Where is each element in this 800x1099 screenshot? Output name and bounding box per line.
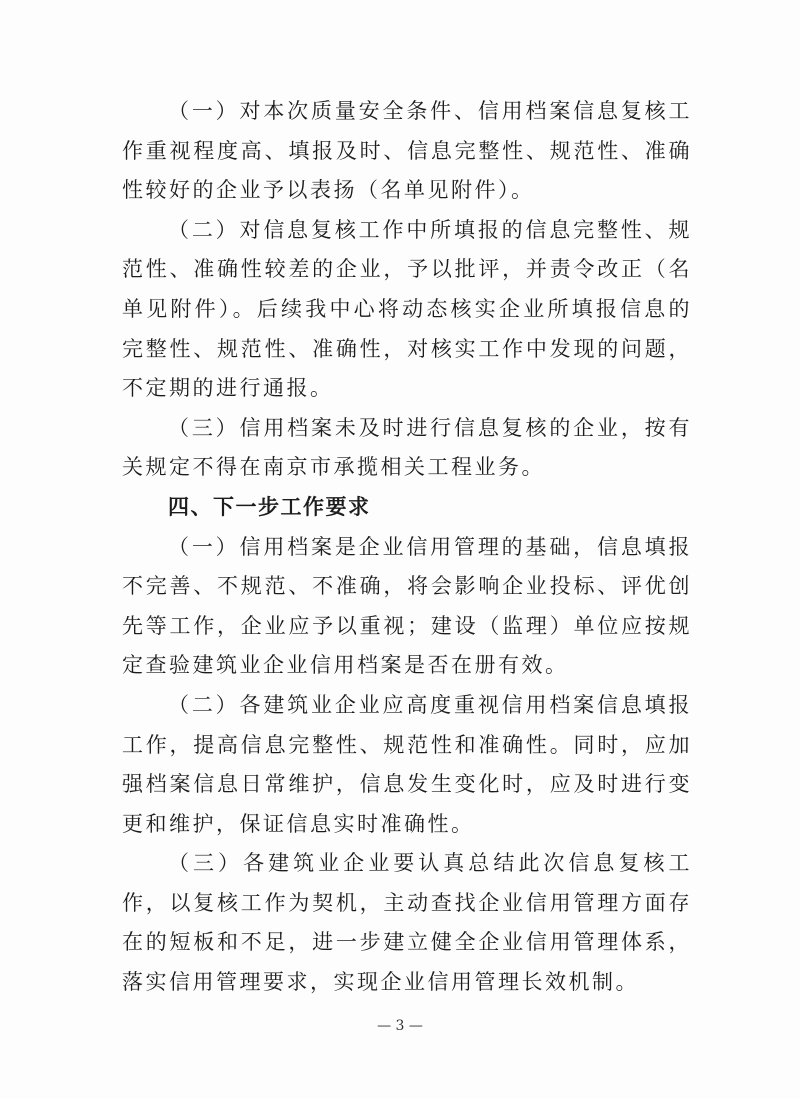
paragraph-requirement-3: （三）各建筑业企业要认真总结此次信息复核工作，以复核工作为契机，主动查找企业信用管理方面存在的短板和不足，进一步建立健全企业信用管理体系，落实信用管理要求，实现企业信用管理长效机制。 bbox=[122, 851, 692, 995]
paragraph-praise: （一）对本次质量安全条件、信用档案信息复核工作重视程度高、填报及时、信息完整性、规范性、准确性较好的企业予以表扬（名单见附件）。 bbox=[122, 99, 692, 203]
section-heading-next-steps: 四、下一步工作要求 bbox=[168, 494, 371, 519]
paragraph-criticism: （二）对信息复核工作中所填报的信息完整性、规范性、准确性较差的企业，予以批评，并责令改正（名单见附件）。后续我中心将动态核实企业所填报信息的完整性、规范性、准确性，对核实工作中发现的问题，不定期的进行通报。 bbox=[122, 217, 692, 401]
page-number: — 3 — bbox=[377, 1018, 423, 1034]
paragraph-requirement-1: （一）信用档案是企业信用管理的基础，信息填报不完善、不规范、不准确，将会影响企业投标、评优创先等工作，企业应予以重视；建设（监理）单位应按规定查验建筑业企业信用档案是否在册有效。 bbox=[122, 534, 692, 678]
document-body bbox=[122, 92, 692, 1003]
paragraph-requirement-2: （二）各建筑业企业应高度重视信用档案信息填报工作，提高信息完整性、规范性和准确性。同时，应加强档案信息日常维护，信息发生变化时，应及时进行变更和维护，保证信息实时准确性。 bbox=[122, 692, 692, 836]
paragraph-restriction: （三）信用档案未及时进行信息复核的企业，按有关规定不得在南京市承揽相关工程业务。 bbox=[122, 415, 692, 480]
